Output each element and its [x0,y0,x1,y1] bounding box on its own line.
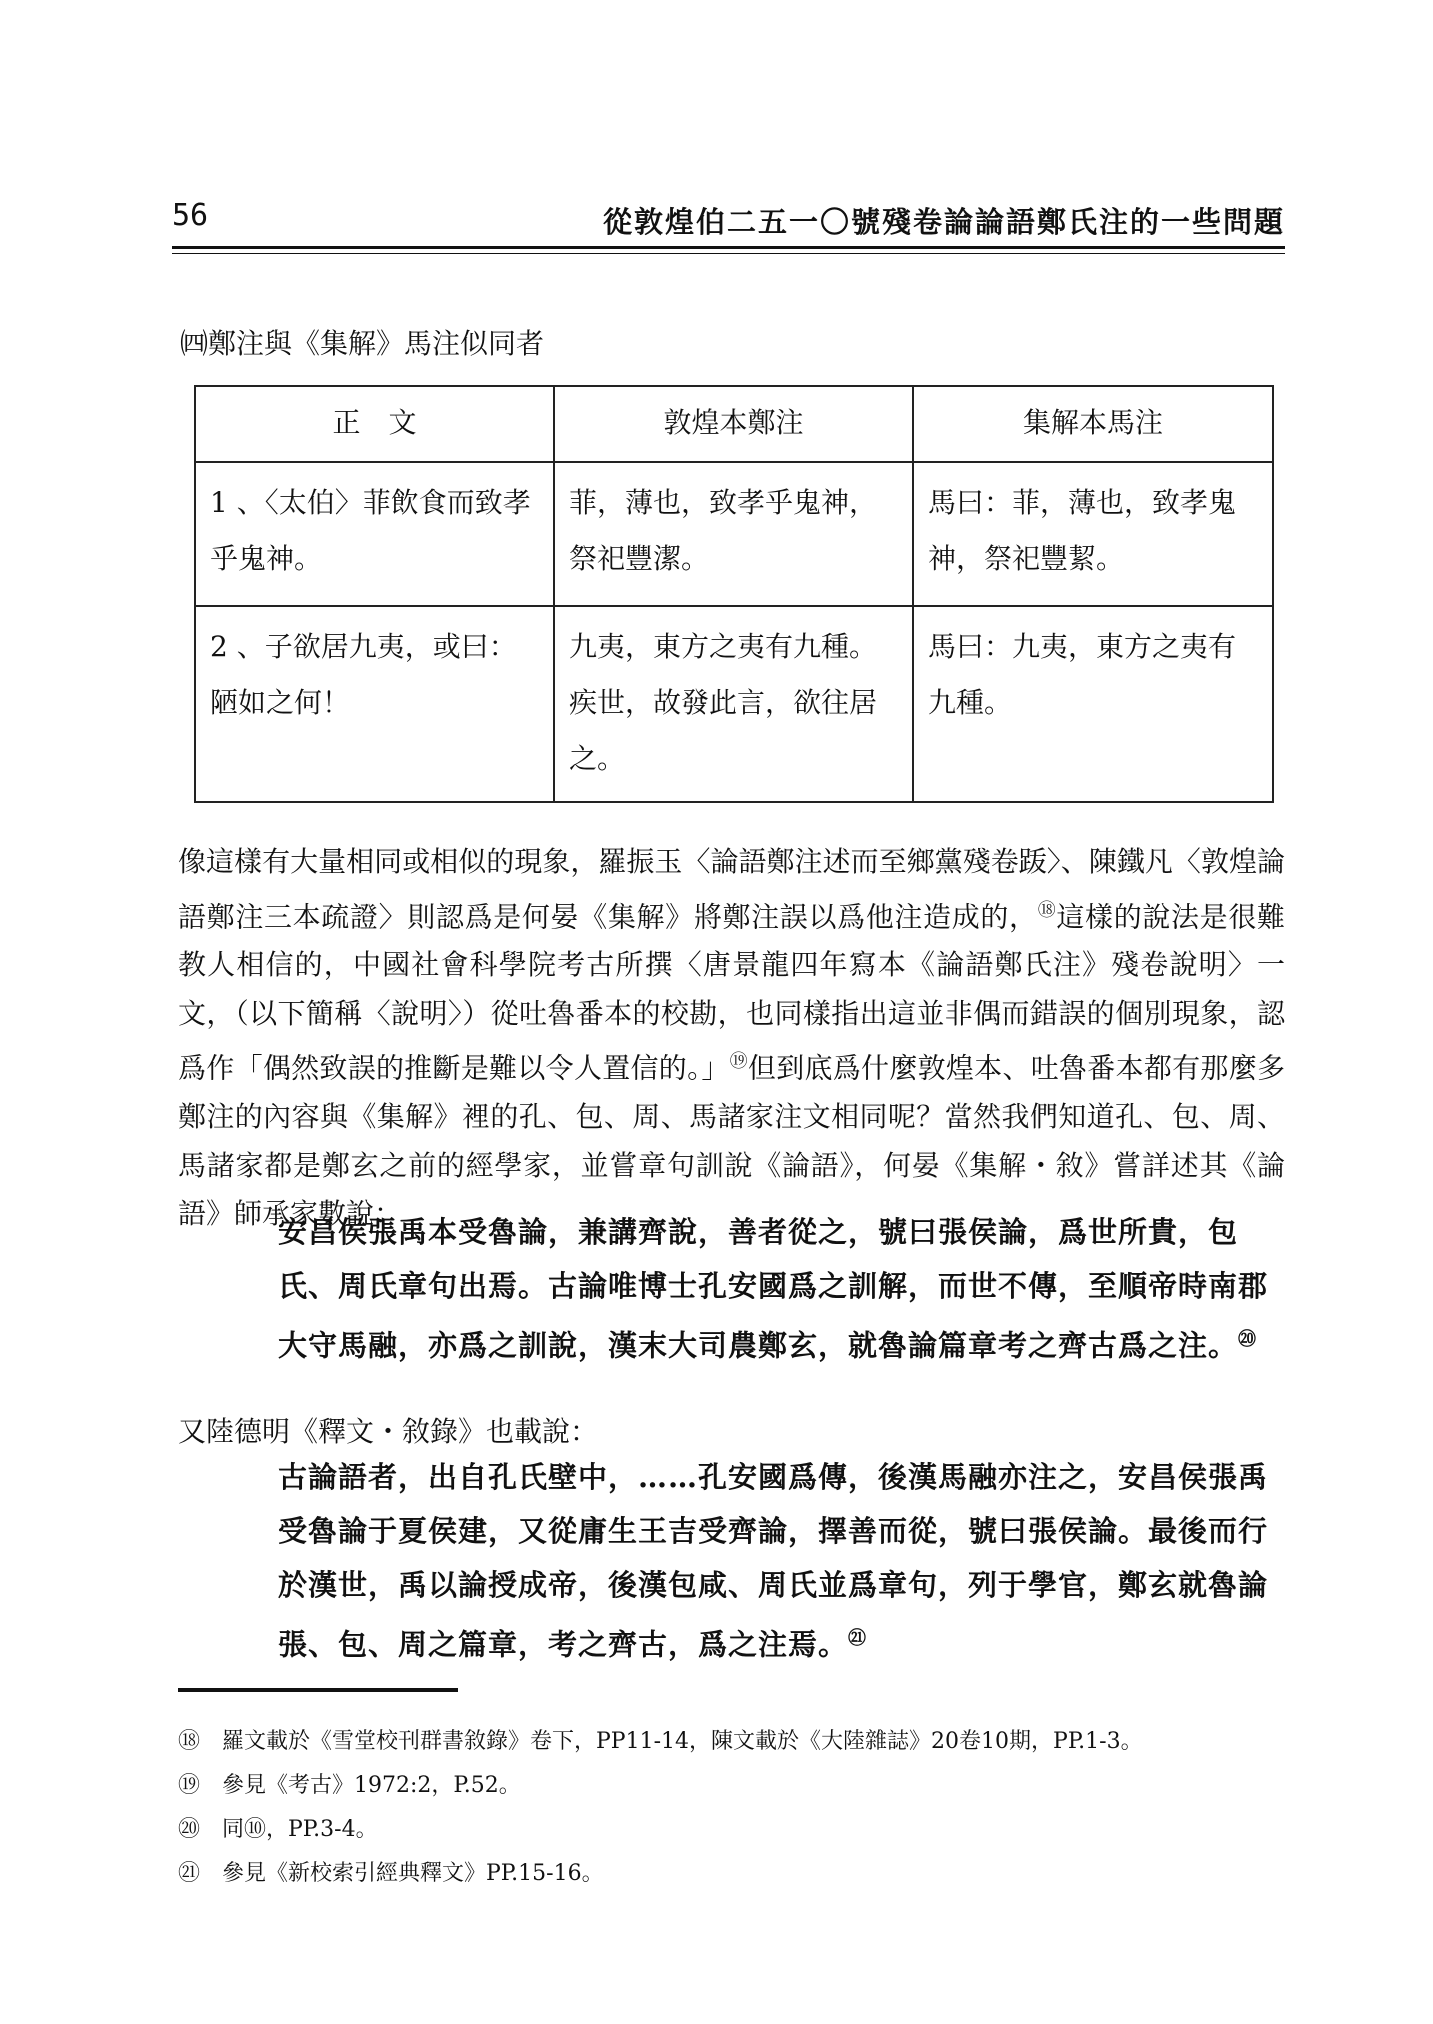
table-header-row [195,386,1273,462]
footnote-ref: ⑳ [1238,1329,1258,1350]
table-cell: 九夷，東方之夷有九種。疾世，故發此言，欲往居之。 [554,606,913,802]
table-cell: 2 、子欲居九夷，或曰：陋如之何！ [195,606,554,802]
footnote-ref: ⑱ [1037,899,1057,921]
table-cell: 馬曰：菲，薄也，致孝鬼神，祭祀豐絜。 [913,462,1273,606]
quote-block [278,1450,1285,1672]
body-paragraph [178,838,1285,1239]
footnote-ref: ⑲ [729,1051,748,1073]
footnote [178,1764,1143,1808]
paragraph-text: 像這樣有大量相同或相似的現象，羅振玉〈論語鄭注述而至鄉黨殘卷䟦〉、陳鐵凡〈敦煌論語鄭注三本疏證〉則認爲是何晏《集解》將鄭注誤以爲他注造成的， [178,845,1285,933]
table-row [195,462,1273,606]
quote-block [278,1205,1285,1373]
table-cell: 菲，薄也，致孝乎鬼神，祭祀豐潔。 [554,462,913,606]
footnote-mark: ㉑ [178,1861,201,1886]
section-heading: ㈣鄭注與《集解》馬注似同者 [180,327,545,360]
quote-text: 古論語者，出自孔氏壁中，……孔安國爲傳，後漢馬融亦注之，安昌侯張禹受魯論于夏侯建，又從庸生王吉受齊論，擇善而從，號曰張侯論。最後而行於漢世，禹以論授成帝，後漢包咸、周氏並爲章句，列于學官，鄭玄就魯論張、包、周之篇章，考之齊古，爲之注焉。 [278,1460,1269,1662]
footnote-text: 羅文載於《雪堂校刊群書敘錄》卷下，PP11-14，陳文載於《大陸雜誌》20卷10期，PP.1-3。 [222,1729,1143,1754]
footnote-mark: ⑱ [178,1729,201,1754]
column-header: 敦煌本鄭注 [554,386,913,462]
intro-line: 又陸德明《釋文・敘錄》也載說： [178,1415,599,1448]
comparison-table [194,385,1274,803]
table-row [195,606,1273,802]
table-cell: 1 、〈太伯〉菲飲食而致孝乎鬼神。 [195,462,554,606]
footnote-text: 參見《考古》1972:2，P.52。 [222,1773,521,1798]
footnote-mark: ⑳ [178,1817,201,1842]
footnote-ref: ㉑ [848,1628,868,1649]
footnotes [178,1720,1143,1896]
page-number: 56 [172,198,209,233]
running-title: 從敦煌伯二五一〇號殘卷論論語鄭氏注的一些問題 [602,205,1285,239]
quote-text: 安昌侯張禹本受魯論，兼講齊說，善者從之，號曰張侯論，爲世所貴，包氏、周氏章句出焉。古論唯博士孔安國爲之訓解，而世不傳，至順帝時南郡大守馬融，亦爲之訓說，漢末大司農鄭玄，就魯論篇章考之齊古爲之注。 [278,1215,1269,1363]
column-header: 正 文 [195,386,554,462]
column-header: 集解本馬注 [913,386,1273,462]
footnote-mark: ⑲ [178,1773,201,1798]
table-cell: 馬曰：九夷，東方之夷有九種。 [913,606,1273,802]
header-rule-thin [172,253,1285,254]
footnote [178,1808,1143,1852]
header-rule [172,246,1285,249]
paragraph-text: 這樣的說法是很難教人相信的，中國社會科學院考古所撰〈唐景龍四年寫本《論語鄭氏注》殘卷說明〉一文，（以下簡稱〈說明〉）從吐魯番本的校勘，也同樣指出這並非偶而錯誤的個別現象，認爲作「偶然致誤的推斷是難以令人置信的。」 [178,899,1285,1085]
footnote [178,1852,1143,1896]
footnote-rule [178,1688,458,1692]
footnote [178,1720,1143,1764]
paragraph-text: 但到底爲什麼敦煌本、吐魯番本都有那麼多鄭注的內容與《集解》裡的孔、包、周、馬諸家注文相同呢？當然我們知道孔、包、周、馬諸家都是鄭玄之前的經學家，並嘗章句訓說《論語》，何晏《集解・敘》嘗詳述其《論語》師承家數說： [178,1051,1285,1231]
footnote-text: 參見《新校索引經典釋文》PP.15-16。 [222,1861,604,1886]
footnote-text: 同⑩，PP.3-4。 [222,1817,378,1842]
